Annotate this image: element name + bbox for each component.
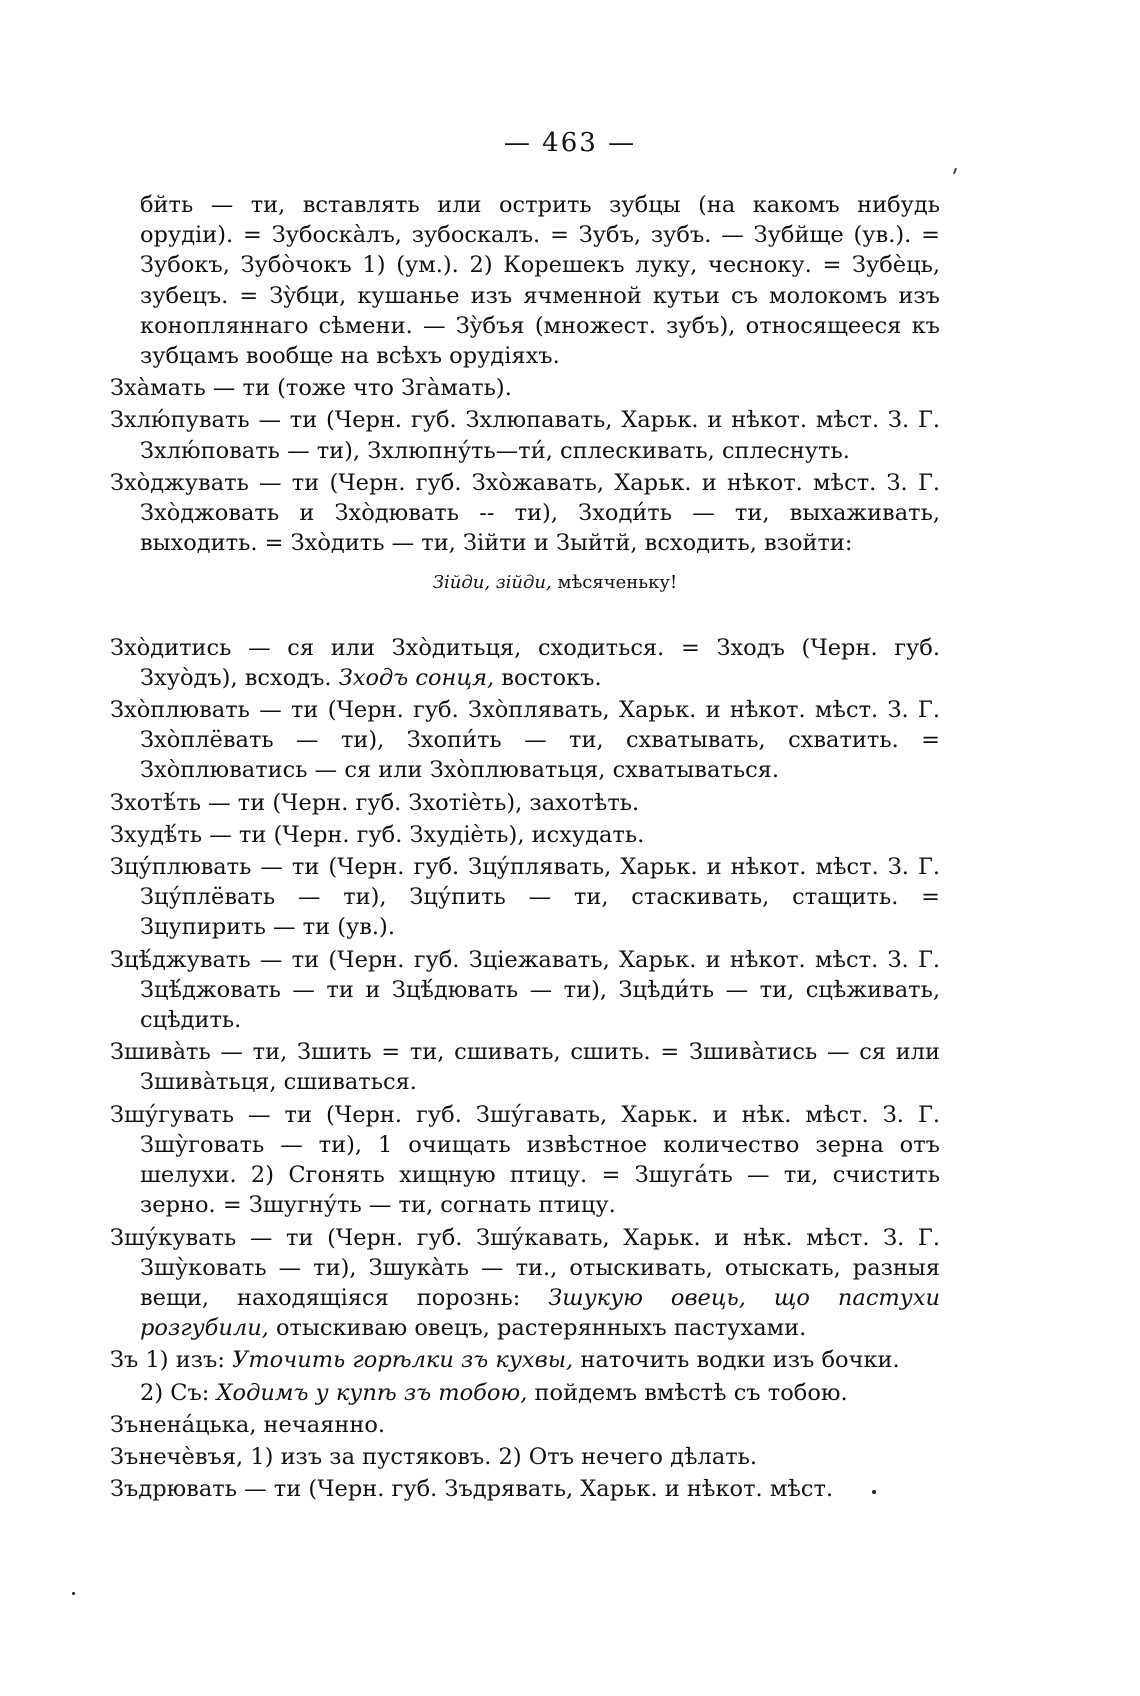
entry-zkhoditis-example: Зходъ сонця,	[338, 664, 495, 691]
entry-zkhodzhuvat: Зхòджувать — ти (Черн. губ. Зхòжавать, Харьк. и нѣкот. мѣст. З. Г. Зхòджовать и Зхòдювать -- ти), Зходи́ть — ти, выхаживать, выходить. = Зхòдить — ти, Зійти и Зыйтй, всходить, взойти:	[110, 469, 940, 557]
entry-ztsuplyuvat: Зцу́плювать — ти (Черн. губ. Зцу́плявать, Харьк. и нѣкот. мѣст. З. Г. Зцу́плёвать — ти), Зцу́пить — ти, стаскивать, стащить. = Зцупирить — ти (ув.).	[110, 854, 940, 941]
entry-zu-sense-2	[110, 1378, 940, 1408]
entry-zkhoditis-tail: востокъ.	[494, 664, 602, 691]
entry-zshukuvat-example: Зшукую овець, що пастухи розгубили,	[140, 1284, 940, 1342]
entry-zshukuvat-text: Зшу́кувать — ти (Черн. губ. Зшу́кавать, Харьк. и нѣк. мѣст. З. Г. Зшу̀ковать — ти), Зшукàть — ти., отыскивать, отыскать, разныя вещи, находящіяся порознь:	[110, 1224, 940, 1311]
entry-zkhlyupuvat: Зхлю́пувать — ти (Черн. губ. Зхлюпавать, Харьк. и нѣкот. мѣст. З. Г. Зхлю́повать — ти), Зхлюпну́ть—ти́, сплескивать, сплеснуть.	[110, 407, 940, 464]
page-number: — 463 —	[503, 128, 637, 158]
entry-zkhoditis	[110, 633, 940, 693]
quote-line	[110, 568, 940, 598]
entry-znenatska: Зънена́цька, нечаянно.	[110, 1411, 386, 1438]
entry-znechevya: Зънечѐвъя, 1) изъ за пустяковъ. 2) Отъ нечего дѣлать.	[110, 1443, 758, 1470]
entry-ztsedzhuvat: Зцѣ́джувать — ти (Черн. губ. Зціежавать, Харьк. и нѣкот. мѣст. З. Г. Зцѣ́джовать — ти и Зцѣ́дювать — ти), Зцѣди́ть — ти, сцѣживать, сцѣдить.	[110, 946, 940, 1034]
dictionary-text	[110, 190, 940, 1506]
entry-zdryuvat: Зъдрювать — ти (Черн. губ. Зъдрявать, Харьк. и нѣкот. мѣст.	[110, 1476, 834, 1503]
entry-zub-continuation: бйть — ти, вставлять или острить зубцы (на какомъ нибудь орудіи). = Зубоскàлъ, зубоскалъ. = Зубъ, зубъ. — Зубйще (ув.). = Зубокъ, Зубòчокъ 1) (ум.). 2) Корешекъ луку, чесноку. = Зубèць, зубецъ. = Зỳбци, кушанье изъ ячменной кутьи съ молокомъ изъ конопляннаго сѣмени. — Зỳбъя (множест. зубъ), относящееся къ зубцамъ вообще на всѣхъ орудіяхъ.	[140, 192, 940, 370]
entry-zu-tail: наточить водки изъ бочки.	[573, 1347, 900, 1374]
print-mark	[953, 168, 957, 174]
entry-zu-2-text: 2) Съ:	[140, 1379, 210, 1406]
entry-zshukuvat	[110, 1223, 940, 1344]
entry-zu-example: Уточить горѣлки зъ кухвы,	[232, 1347, 574, 1374]
entry-zkhoplyuvat: Зхòплювать — ти (Черн. губ. Зхòплявать, Харьк. и нѣкот. мѣст. З. Г. Зхòплёвать — ти), Зхопи́ть — ти, схватывать, схватить. = Зхòплюватись — ся или Зхòплюватьця, схватываться.	[110, 697, 940, 784]
entry-zshuguvat: Зшу́гувать — ти (Черн. губ. Зшу́гавать, Харьк. и нѣк. мѣст. З. Г. Зшу̀говать — ти), 1 очищать извѣстное количество зерна отъ шелухи. 2) Сгонять хищную птицу. = Зшуга́ть — ти, счистить зерно. = Зшугну́ть — ти, согнать птицу.	[110, 1101, 940, 1219]
entry-zu	[110, 1345, 940, 1375]
entry-zshukuvat-tail: отыскиваю овецъ, растерянныхъ пастухами.	[268, 1315, 807, 1342]
entry-zkhoditis-text: Зхòдитись — ся или Зхòдитьця, сходиться. = Зходъ (Черн. губ. Зхуòдъ), всходъ.	[110, 634, 940, 691]
entry-zu-2-example: Ходимъ у купѣ зъ тобою,	[216, 1379, 528, 1406]
print-speck	[72, 1592, 75, 1595]
entry-zkhudet: Зхудѣ́ть — ти (Черн. губ. Зхудіѐть), исхудать.	[110, 821, 645, 848]
entry-zu-2-tail: пойдемъ вмѣстѣ съ тобою.	[527, 1379, 848, 1406]
entry-zkhamat: Зхàмать — ти (тоже что Згàмать).	[110, 375, 512, 402]
entry-zkhotet: Зхотѣ́ть — ти (Черн. губ. Зхотіѐть), захотѣть.	[110, 789, 640, 816]
quote-upright: мѣсяченьку!	[551, 572, 678, 594]
quote-italic: Зійди, зійди,	[432, 572, 552, 594]
entry-zu-text: Зъ 1) изъ:	[110, 1347, 225, 1374]
entry-zshivat: Зшивàть — ти, Зшить = ти, сшивать, сшить. = Зшивàтись — ся или Зшивàтьця, сшиваться.	[110, 1039, 940, 1096]
print-speck	[872, 1490, 876, 1494]
